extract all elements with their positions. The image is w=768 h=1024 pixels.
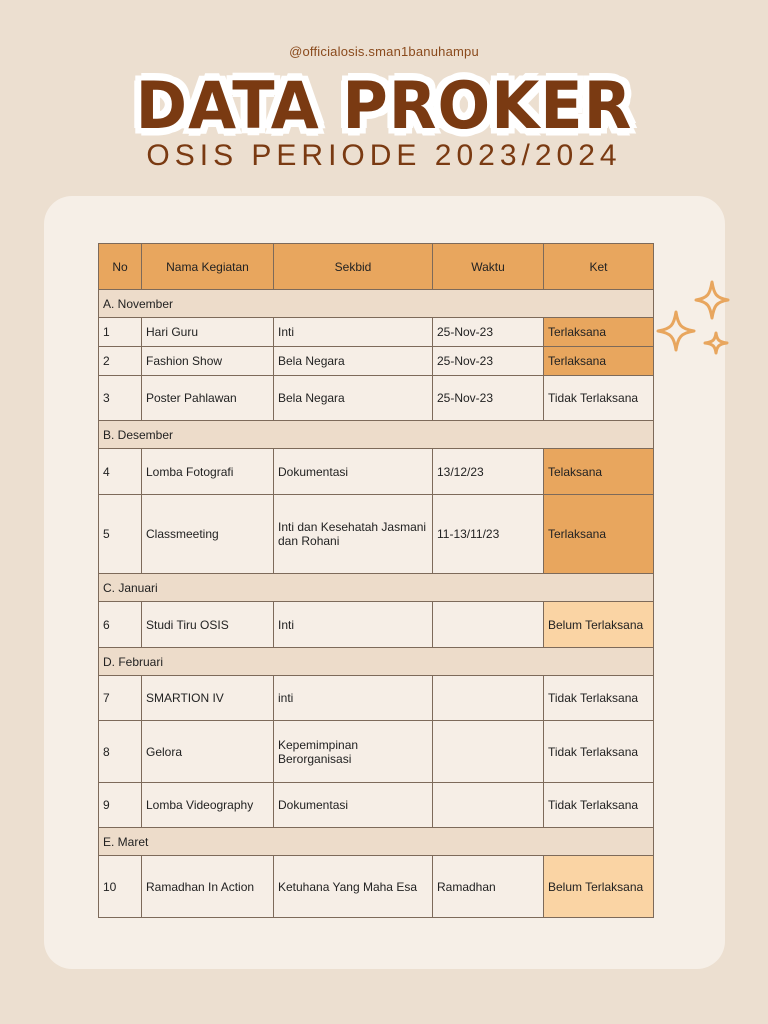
cell-waktu — [433, 602, 544, 648]
section-label: B. Desember — [99, 421, 654, 449]
cell-no: 4 — [99, 449, 142, 495]
section-label: D. Februari — [99, 648, 654, 676]
header-sekbid: Sekbid — [274, 244, 433, 290]
cell-waktu: 25-Nov-23 — [433, 347, 544, 376]
cell-waktu: Ramadhan — [433, 856, 544, 918]
cell-no: 9 — [99, 783, 142, 828]
section-row — [99, 828, 654, 856]
cell-no: 7 — [99, 676, 142, 721]
page-title: DATA PROKER — [135, 67, 633, 144]
cell-no: 3 — [99, 376, 142, 421]
cell-no: 10 — [99, 856, 142, 918]
section-row — [99, 648, 654, 676]
page-subtitle: OSIS PERIODE 2023/2024 — [146, 139, 622, 172]
cell-nama: Poster Pahlawan — [142, 376, 274, 421]
cell-ket: Telaksana — [544, 449, 654, 495]
cell-waktu: 25-Nov-23 — [433, 318, 544, 347]
cell-waktu: 13/12/23 — [433, 449, 544, 495]
header-ket: Ket — [544, 244, 654, 290]
sparkle-stars-icon — [650, 280, 740, 370]
cell-ket: Terlaksana — [544, 495, 654, 574]
cell-nama: Ramadhan In Action — [142, 856, 274, 918]
cell-nama: Lomba Videography — [142, 783, 274, 828]
proker-table — [98, 243, 654, 918]
cell-ket: Tidak Terlaksana — [544, 721, 654, 783]
cell-sekbid: Ketuhana Yang Maha Esa — [274, 856, 433, 918]
cell-waktu — [433, 721, 544, 783]
section-row — [99, 574, 654, 602]
cell-sekbid: Dokumentasi — [274, 449, 433, 495]
cell-no: 2 — [99, 347, 142, 376]
header-waktu: Waktu — [433, 244, 544, 290]
cell-sekbid: Inti — [274, 602, 433, 648]
cell-nama: Classmeeting — [142, 495, 274, 574]
section-label: C. Januari — [99, 574, 654, 602]
cell-sekbid: Bela Negara — [274, 347, 433, 376]
table-row — [99, 783, 654, 828]
cell-ket: Tidak Terlaksana — [544, 376, 654, 421]
table-row — [99, 347, 654, 376]
table-row — [99, 318, 654, 347]
table-row — [99, 495, 654, 574]
section-row — [99, 290, 654, 318]
cell-waktu: 11-13/11/23 — [433, 495, 544, 574]
cell-ket: Tidak Terlaksana — [544, 783, 654, 828]
cell-nama: Hari Guru — [142, 318, 274, 347]
cell-ket: Tidak Terlaksana — [544, 676, 654, 721]
cell-sekbid: Kepemimpinan Berorganisasi — [274, 721, 433, 783]
cell-ket: Terlaksana — [544, 347, 654, 376]
cell-nama: Studi Tiru OSIS — [142, 602, 274, 648]
cell-waktu: 25-Nov-23 — [433, 376, 544, 421]
cell-sekbid: Dokumentasi — [274, 783, 433, 828]
table-header-row — [99, 244, 654, 290]
table-row — [99, 602, 654, 648]
cell-waktu — [433, 783, 544, 828]
cell-nama: Fashion Show — [142, 347, 274, 376]
section-row — [99, 421, 654, 449]
social-handle: @officialosis.sman1banuhampu — [289, 44, 479, 59]
cell-waktu — [433, 676, 544, 721]
cell-ket: Belum Terlaksana — [544, 856, 654, 918]
section-label: A. November — [99, 290, 654, 318]
table-row — [99, 856, 654, 918]
title-container — [0, 68, 768, 144]
cell-sekbid: inti — [274, 676, 433, 721]
section-label: E. Maret — [99, 828, 654, 856]
cell-nama: Lomba Fotografi — [142, 449, 274, 495]
header-no: No — [99, 244, 142, 290]
table-row — [99, 449, 654, 495]
table-row — [99, 376, 654, 421]
cell-nama: Gelora — [142, 721, 274, 783]
cell-nama: SMARTION IV — [142, 676, 274, 721]
cell-ket: Belum Terlaksana — [544, 602, 654, 648]
cell-no: 6 — [99, 602, 142, 648]
cell-ket: Terlaksana — [544, 318, 654, 347]
cell-no: 8 — [99, 721, 142, 783]
cell-sekbid: Inti — [274, 318, 433, 347]
cell-sekbid: Bela Negara — [274, 376, 433, 421]
table-row — [99, 676, 654, 721]
table-row — [99, 721, 654, 783]
cell-sekbid: Inti dan Kesehatah Jasmani dan Rohani — [274, 495, 433, 574]
header-nama-kegiatan: Nama Kegiatan — [142, 244, 274, 290]
cell-no: 5 — [99, 495, 142, 574]
cell-no: 1 — [99, 318, 142, 347]
